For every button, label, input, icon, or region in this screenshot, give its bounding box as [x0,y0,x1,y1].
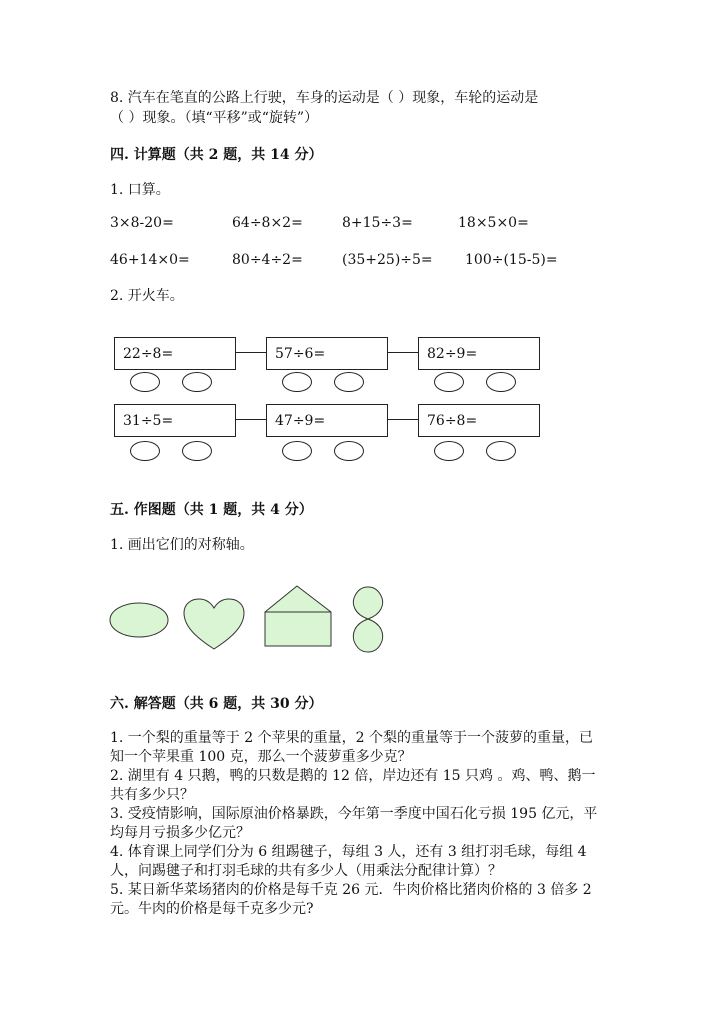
problem-line: 5. 某日新华菜场猪肉的价格是每千克 26 元．牛肉价格比猪肉价格的 3 倍多 2 [110,882,592,898]
problem-line: 知一个苹果重 100 克，那么一个菠萝重多少克？ [110,749,412,765]
problem-line: 均每月亏损多少亿元？ [110,825,250,841]
train-link [388,419,418,420]
train-car [418,337,540,370]
train-car [114,404,236,437]
section-4-title: 四. 计算题（共 2 题，共 14 分） [110,147,323,163]
train-link [236,419,266,420]
problem-line: 2. 湖里有 4 只鹅，鸭的只数是鹅的 12 倍，岸边还有 15 只鸡 。鸡、鸭、鹅一 [110,768,596,784]
problem-line: 人，问踢毽子和打羽毛球的共有多少人（用乘法分配律计算）？ [110,863,502,879]
train-car [418,404,540,437]
house-shape [262,584,334,648]
train-wheel [182,372,212,392]
train-link [388,352,418,353]
train-car [266,404,388,437]
section-5-title: 五. 作图题（共 1 题，共 4 分） [110,502,313,518]
calc-item: (35+25)÷5= [342,252,433,268]
train-car-label: 57÷6= [275,345,326,362]
train-car-label: 82÷9= [427,345,478,362]
problem-line: 元。牛肉的价格是每千克多少元? [110,901,314,917]
question-8-line-2: （ ）现象。（填“平移”或“旋转”） [110,110,319,126]
train-car-label: 22÷8= [123,345,174,362]
calc-item: 8+15÷3= [342,215,413,231]
train-wheel [334,441,364,461]
figure-eight-shape [348,586,388,654]
calc-item: 3×8-20= [110,215,174,231]
train-wheel [130,441,160,461]
section-5-sub-1: 1. 画出它们的对称轴。 [110,537,254,553]
problem-line: 3. 受疫情影响，国际原油价格暴跌，今年第一季度中国石化亏损 195 亿元，平 [110,806,598,822]
train-wheel [486,441,516,461]
calc-item: 100÷(15-5)= [465,252,558,268]
train-car [114,337,236,370]
train-car-label: 76÷8= [427,412,478,429]
calc-item: 18×5×0= [458,215,529,231]
section-4-sub-1: 1. 口算。 [110,182,170,198]
train-wheel [334,372,364,392]
ellipse-shape [108,600,170,640]
calc-item: 80÷4÷2= [232,252,303,268]
train-car-label: 47÷9= [275,412,326,429]
train-link [236,352,266,353]
train-wheel [434,372,464,392]
problem-line: 4. 体育课上同学们分为 6 组踢毽子，每组 3 人，还有 3 组打羽毛球，每组 4 [110,844,587,860]
question-8-line-1: 8. 汽车在笔直的公路上行驶，车身的运动是（ ）现象，车轮的运动是 [110,90,539,106]
train-wheel [282,372,312,392]
train-wheel [434,441,464,461]
train-wheel [130,372,160,392]
section-4-sub-2: 2. 开火车。 [110,288,184,304]
train-wheel [182,441,212,461]
train-car-label: 31÷5= [123,412,174,429]
train-wheel [282,441,312,461]
section-6-title: 六. 解答题（共 6 题，共 30 分） [110,696,323,712]
train-wheel [486,372,516,392]
heart-shape [182,598,246,652]
train-car [266,337,388,370]
problem-line: 1. 一个梨的重量等于 2 个苹果的重量，2 个梨的重量等于一个菠萝的重量，已 [110,730,593,746]
calc-item: 46+14×0= [110,252,190,268]
problem-line: 共有多少只？ [110,787,194,803]
calc-item: 64÷8×2= [232,215,303,231]
